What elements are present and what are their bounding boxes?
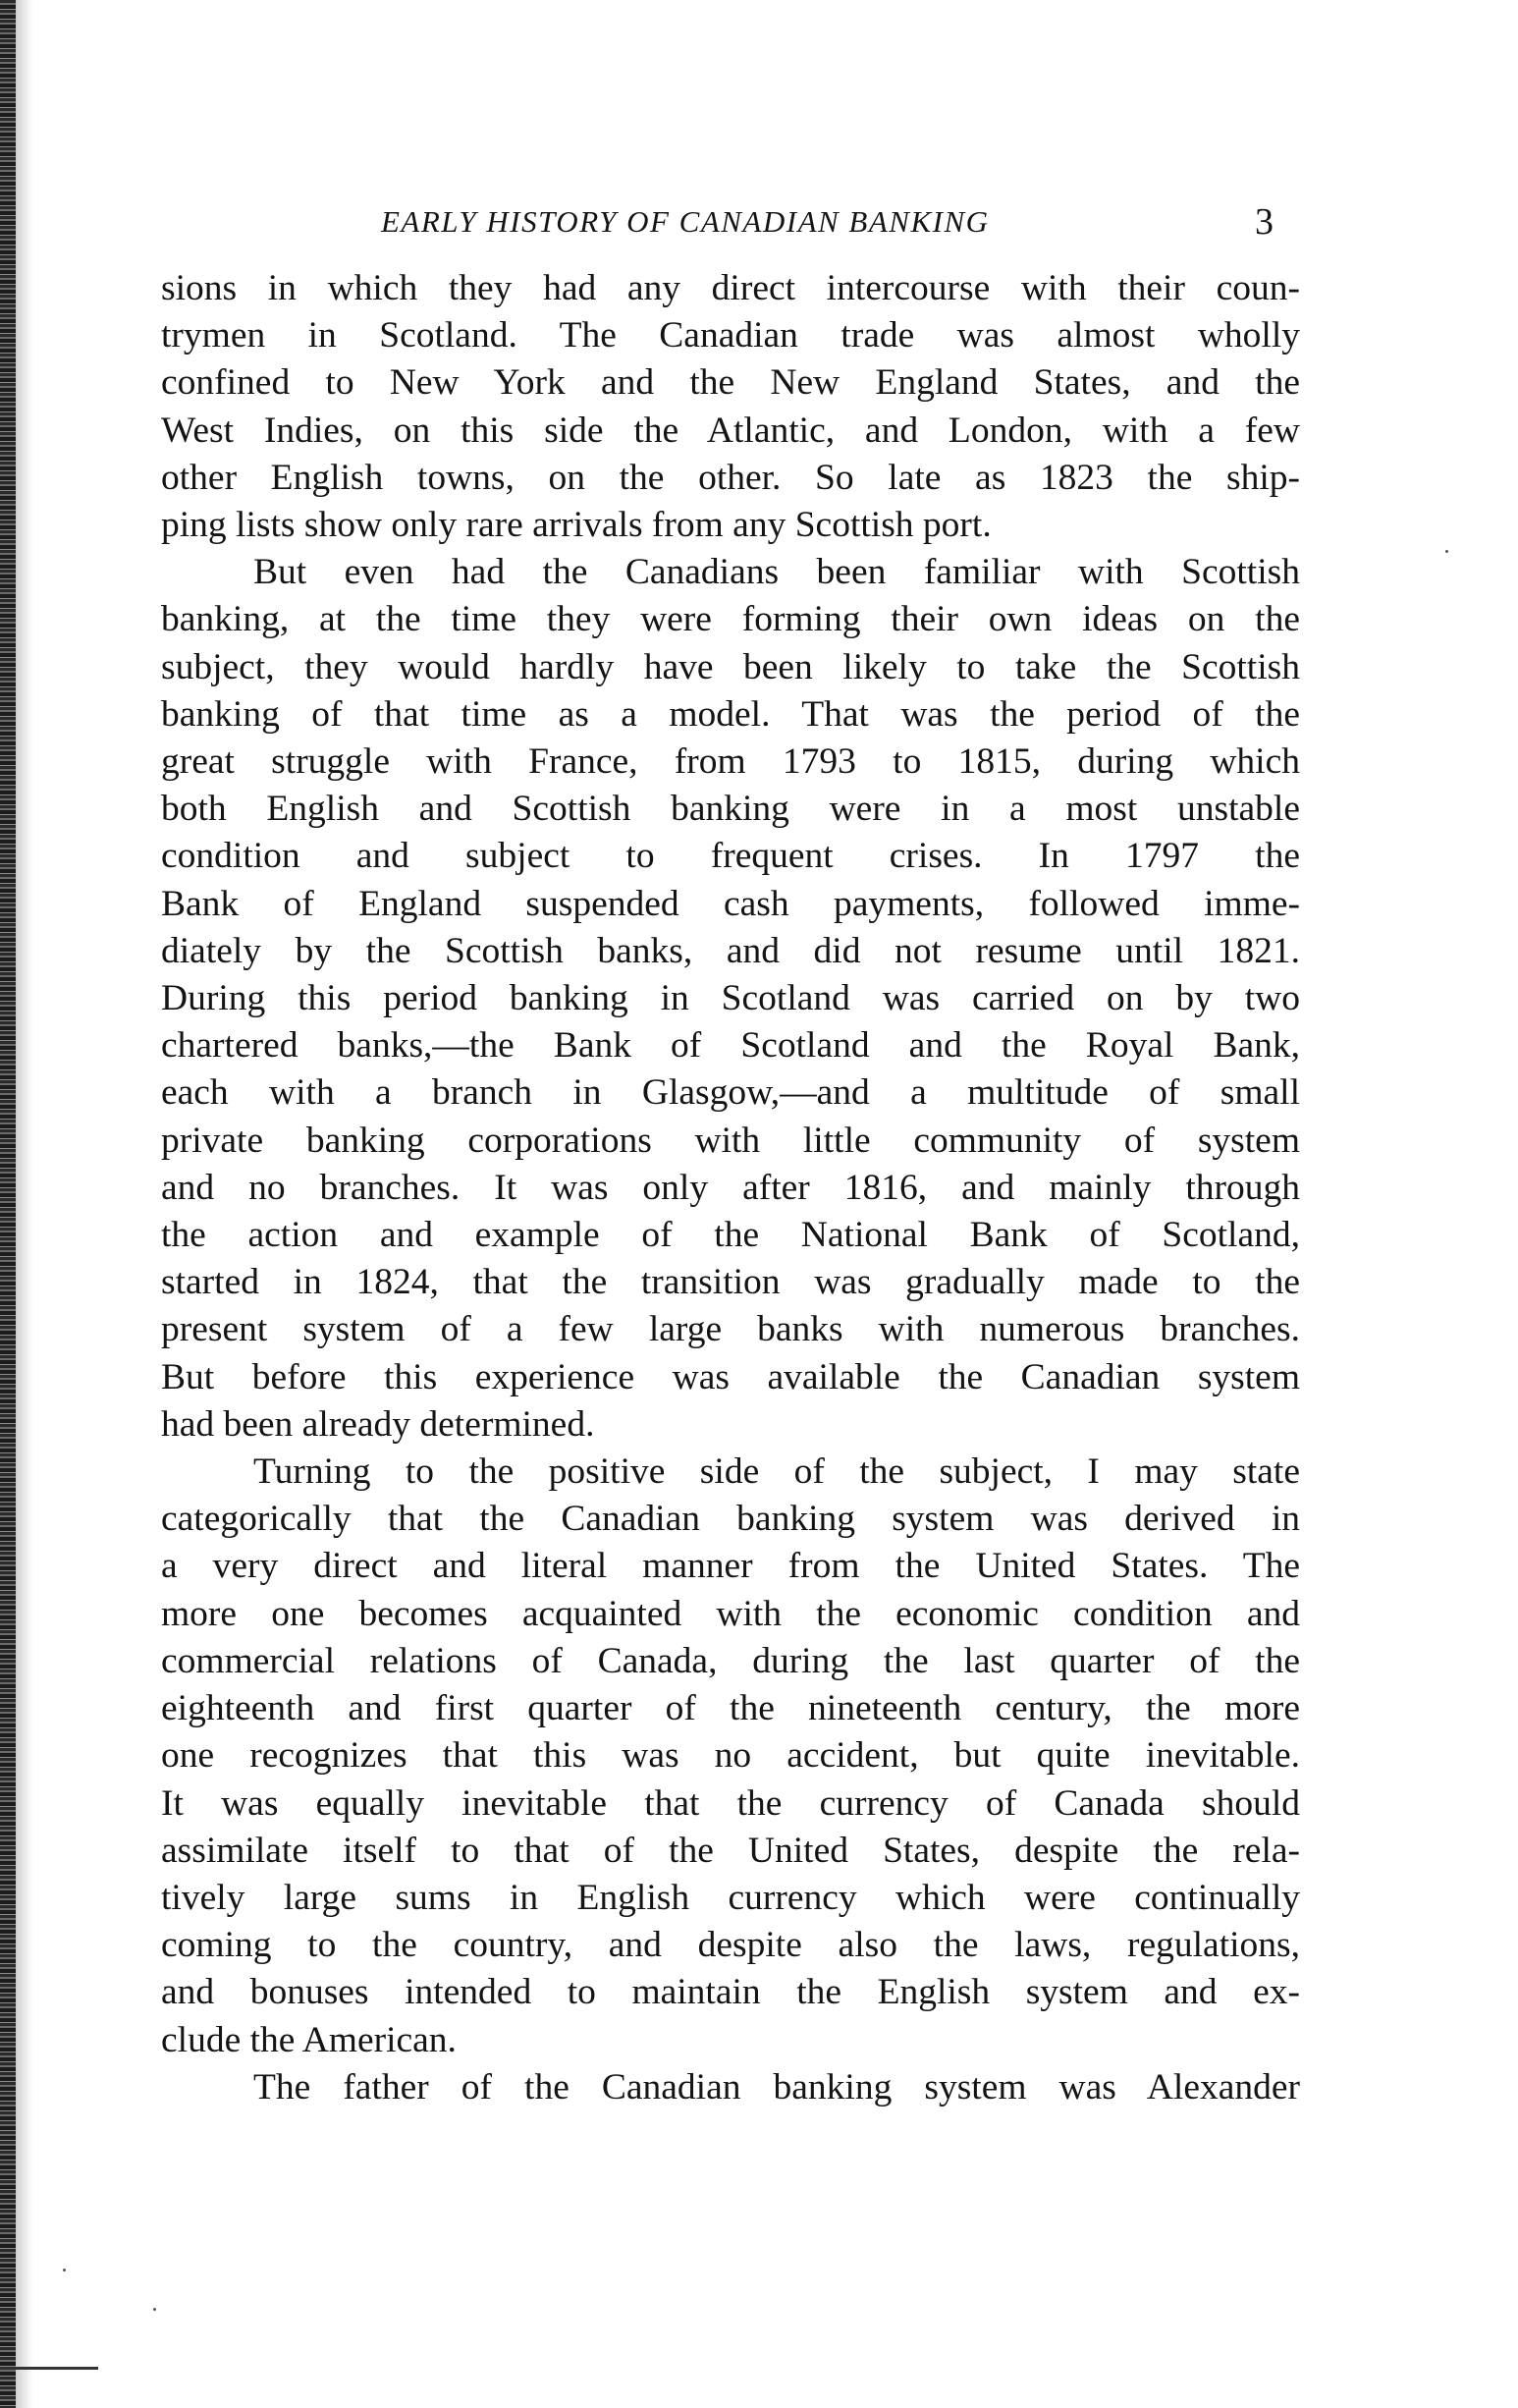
text-line: each with a branch in Glasgow,—and a multitude of small (161, 1072, 1300, 1114)
binding-shadow (16, 0, 33, 2408)
text-line: the action and example of the National Bank of Scotland, (161, 1215, 1300, 1256)
text-line: chartered banks,—the Bank of Scotland and the Royal Bank, (161, 1025, 1300, 1067)
text-line: coming to the country, and despite also the laws, regulations, (161, 1925, 1300, 1966)
text-line: But even had the Canadians been familiar with Scottish (253, 552, 1300, 593)
text-line: present system of a few large banks with numerous branches. (161, 1309, 1300, 1350)
text-line: one recognizes that this was no accident, but quite inevitable. (161, 1735, 1300, 1777)
text-line: private banking corporations with little community of system (161, 1120, 1300, 1161)
text-line: West Indies, on this side the Atlantic, and London, with a few (161, 410, 1300, 451)
text-line: It was equally inevitable that the currency of Canada should (161, 1782, 1300, 1824)
text-line: both English and Scottish banking were in a most unstable (161, 789, 1300, 830)
text-line: banking of that time as a model. That was the period of the (161, 693, 1300, 735)
text-line: great struggle with France, from 1793 to 1815, during which (161, 741, 1300, 783)
text-line: tively large sums in English currency which were continually (161, 1877, 1300, 1918)
running-head: EARLY HISTORY OF CANADIAN BANKING (381, 204, 990, 239)
text-line: eighteenth and first quarter of the nineteenth century, the more (161, 1688, 1300, 1729)
scan-speck (1445, 550, 1448, 553)
text-line: confined to New York and the New England States, and the (161, 362, 1300, 404)
text-line: commercial relations of Canada, during the last quarter of the (161, 1640, 1300, 1681)
scan-speck (153, 2308, 156, 2311)
text-line: Turning to the positive side of the subject, I may state (253, 1451, 1300, 1493)
text-line: clude the American. (161, 2019, 457, 2060)
text-line: trymen in Scotland. The Canadian trade was almost wholly (161, 315, 1300, 356)
text-line: and no branches. It was only after 1816, and mainly through (161, 1167, 1300, 1208)
text-line: assimilate itself to that of the United States, despite the rela- (161, 1830, 1300, 1871)
text-line: started in 1824, that the transition was gradually made to the (161, 1262, 1300, 1303)
text-line: other English towns, on the other. So late as 1823 the ship- (161, 457, 1300, 498)
text-line: sions in which they had any direct intercourse with their coun- (161, 268, 1300, 308)
text-line: more one becomes acquainted with the economic condition and (161, 1593, 1300, 1634)
bottom-scan-mark (0, 2367, 98, 2370)
text-line: a very direct and literal manner from the United States. The (161, 1546, 1300, 1587)
text-line: ping lists show only rare arrivals from any Scottish port. (161, 505, 992, 546)
text-line: Bank of England suspended cash payments, followed imme- (161, 883, 1300, 924)
text-line: During this period banking in Scotland was carried on by two (161, 978, 1300, 1019)
text-line: banking, at the time they were forming their own ideas on the (161, 599, 1300, 640)
text-line: subject, they would hardly have been likely to take the Scottish (161, 646, 1300, 687)
page-number: 3 (1255, 201, 1274, 243)
text-line: had been already determined. (161, 1403, 595, 1445)
text-line: categorically that the Canadian banking system was derived in (161, 1499, 1300, 1540)
binding-edge (0, 0, 16, 2408)
body-text (161, 265, 1300, 2111)
text-line: diately by the Scottish banks, and did not resume until 1821. (161, 930, 1300, 971)
text-line: condition and subject to frequent crises. In 1797 the (161, 836, 1300, 877)
text-line: and bonuses intended to maintain the English system and ex- (161, 1972, 1300, 2013)
text-line: The father of the Canadian banking system was Alexander (253, 2066, 1300, 2107)
scan-speck (63, 2269, 66, 2271)
text-line: But before this experience was available the Canadian system (161, 1356, 1300, 1397)
